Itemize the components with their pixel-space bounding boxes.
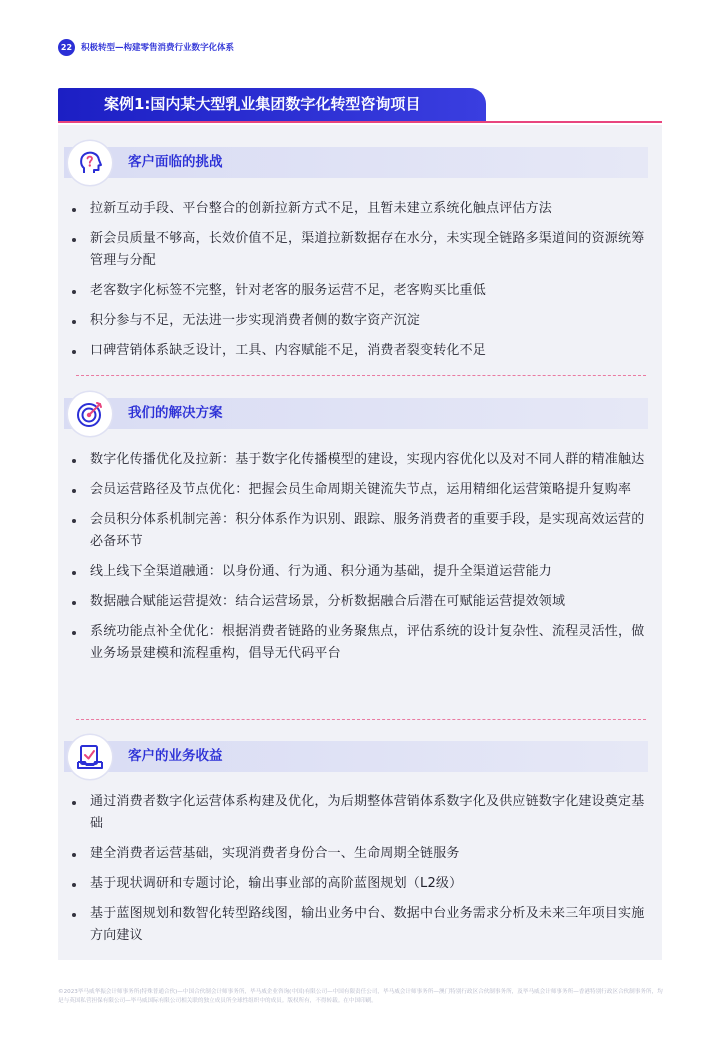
section-header-challenges [64,141,648,185]
checklist-icon [68,735,112,779]
case-banner-underline [58,121,662,123]
section-title: 客户的业务收益 [128,748,223,764]
list-item: 新会员质量不够高，长效价值不足，渠道拉新数据存在水分，未实现全链路多渠道间的资源统筹管理与分配 [68,228,650,272]
list-item: 拉新互动手段、平台整合的创新拉新方式不足，且暂未建立系统化触点评估方法 [68,198,650,220]
list-item: 数据融合赋能运营提效：结合运营场景，分析数据融合后潜在可赋能运营提效领域 [68,591,650,613]
section-title: 客户面临的挑战 [128,154,223,170]
list-item: 建全消费者运营基础，实现消费者身份合一、生命周期全链服务 [68,843,650,865]
challenges-list [68,198,650,370]
list-item: 积分参与不足，无法进一步实现消费者侧的数字资产沉淀 [68,310,650,332]
running-title: 积极转型—构建零售消费行业数字化体系 [81,43,235,53]
target-icon [68,392,112,436]
list-item: 通过消费者数字化运营体系构建及优化，为后期整体营销体系数字化及供应链数字化建设奠定基础 [68,791,650,835]
page-header [58,38,234,56]
section-header-benefits [64,735,648,779]
solutions-list [68,449,650,673]
section-divider [76,375,646,376]
section-divider [76,719,646,720]
list-item: 会员积分体系机制完善：积分体系作为识别、跟踪、服务消费者的重要手段，是实现高效运营的必备环节 [68,509,650,553]
benefits-list [68,791,650,955]
section-header-solutions [64,392,648,436]
list-item: 系统功能点补全优化：根据消费者链路的业务聚焦点，评估系统的设计复杂性、流程灵活性，做业务场景建模和流程重构，倡导无代码平台 [68,621,650,665]
list-item: 基于现状调研和专题讨论，输出事业部的高阶蓝图规划（L2级） [68,873,650,895]
list-item: 线上线下全渠道融通：以身份通、行为通、积分通为基础，提升全渠道运营能力 [68,561,650,583]
list-item: 数字化传播优化及拉新：基于数字化传播模型的建设，实现内容优化以及对不同人群的精准触达 [68,449,650,471]
copyright-footer: ©2023毕马威华振会计师事务所(特殊普通合伙)—中国合伙制会计师事务所，毕马威企业咨询(中国)有限公司—中国有限责任公司，毕马威会计师事务所—澳门特别行政区合伙制事务所，及毕马威会计师事务所—香港特别行政区合伙制事务所，均是与英国私营担保有限公司—毕马威国际有限公司相关联的独立成员所全球性组织中的成员。版权所有，不得转载。在中国印刷。 [58,989,663,1004]
question-head-icon [68,141,112,185]
list-item: 会员运营路径及节点优化：把握会员生命周期关键流失节点，运用精细化运营策略提升复购率 [68,479,650,501]
case-title: 案例1:国内某大型乳业集团数字化转型咨询项目 [104,95,421,113]
case-banner [58,88,662,124]
list-item: 口碑营销体系缺乏设计，工具、内容赋能不足，消费者裂变转化不足 [68,340,650,362]
section-title: 我们的解决方案 [128,405,223,421]
list-item: 基于蓝图规划和数智化转型路线图，输出业务中台、数据中台业务需求分析及未来三年项目实施方向建议 [68,903,650,947]
list-item: 老客数字化标签不完整，针对老客的服务运营不足，老客购买比重低 [68,280,650,302]
page-number: 22 [58,39,75,56]
